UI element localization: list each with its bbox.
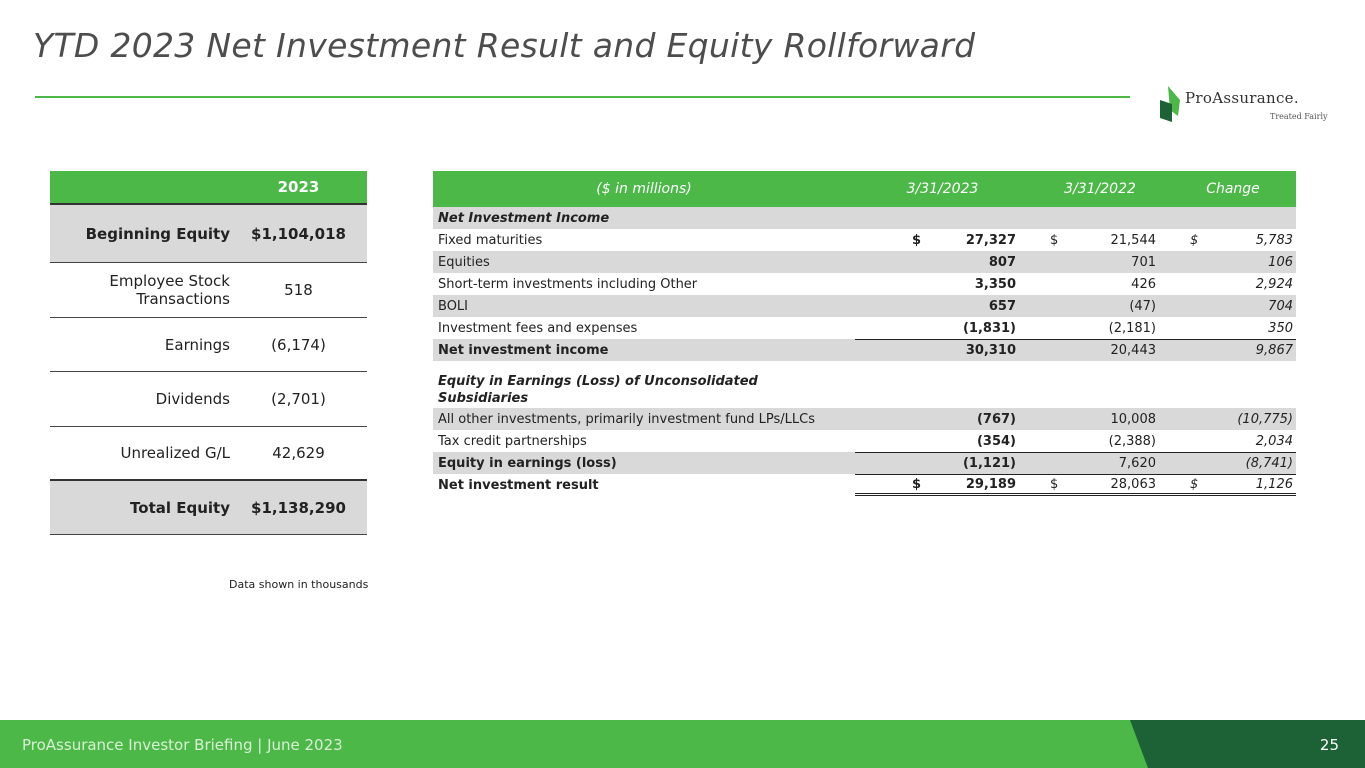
value: 807	[988, 254, 1016, 270]
logo-tagline: Treated Fairly	[1270, 112, 1328, 121]
row-label: Investment fees and expenses	[438, 320, 638, 336]
table-row	[433, 430, 1296, 452]
value-cell	[855, 251, 1030, 273]
dollar-sign: $	[912, 476, 922, 492]
page-title: YTD 2023 Net Investment Result and Equity Rollforward	[33, 26, 976, 65]
row-label: Earnings	[164, 335, 230, 354]
value-cell	[855, 408, 1030, 430]
title-divider	[35, 96, 1130, 98]
section-label: Equity in Earnings (Loss) of Unconsolidated Subsidiaries	[438, 374, 758, 406]
value-cell	[1170, 339, 1296, 361]
table-row	[433, 229, 1296, 251]
row-label: Beginning Equity	[85, 224, 230, 243]
table-row	[50, 263, 367, 318]
row-label: All other investments, primarily investment fund LPs/LLCs	[438, 411, 816, 427]
value-cell	[855, 317, 1030, 339]
table-row	[433, 452, 1296, 474]
value-cell	[1030, 317, 1170, 339]
value: 3,350	[974, 276, 1016, 292]
value-cell	[1170, 408, 1296, 430]
footer-text: ProAssurance Investor Briefing | June 2023	[22, 736, 343, 754]
value: 2,924	[1255, 276, 1293, 292]
row-value: $1,138,290	[251, 498, 346, 517]
value-cell	[1030, 408, 1170, 430]
value: 21,544	[1110, 232, 1156, 248]
value: (354)	[976, 433, 1016, 449]
units-header: ($ in millions)	[596, 181, 692, 197]
row-label: Dividends	[155, 390, 230, 408]
row-label: Unrealized G/L	[120, 444, 230, 462]
page-number: 25	[1319, 736, 1339, 754]
dollar-sign: $	[1050, 232, 1059, 248]
value-cell	[855, 452, 1030, 474]
value: 28,063	[1110, 476, 1156, 492]
value: 1,126	[1255, 476, 1293, 492]
value-cell	[1030, 229, 1170, 251]
value: 701	[1131, 254, 1156, 270]
rollforward-header	[50, 171, 367, 205]
row-value: 518	[284, 281, 313, 299]
row-value: 42,629	[272, 444, 325, 462]
row-label: Employee Stock Transactions	[109, 272, 230, 308]
row-label: Equities	[438, 254, 490, 270]
row-value: (2,701)	[271, 390, 326, 408]
logo-name: ProAssurance.	[1185, 89, 1299, 107]
table-row	[433, 408, 1296, 430]
value: (1,121)	[962, 456, 1016, 471]
value-cell	[1170, 251, 1296, 273]
col-2022-header: 3/31/2022	[1064, 181, 1136, 197]
table-row	[50, 318, 367, 372]
value: 657	[988, 298, 1016, 314]
value-cell	[1030, 273, 1170, 295]
dollar-sign: $	[912, 232, 922, 248]
table-row	[433, 251, 1296, 273]
value-cell	[1170, 295, 1296, 317]
value: 30,310	[965, 343, 1016, 358]
row-label: Net investment result	[438, 477, 599, 493]
col-change-header: Change	[1206, 181, 1260, 197]
row-label: Fixed maturities	[438, 232, 543, 248]
value: 27,327	[965, 232, 1016, 248]
value: (47)	[1129, 298, 1156, 314]
row-label: Total Equity	[130, 498, 230, 517]
value: (8,741)	[1245, 456, 1293, 471]
value-cell	[855, 339, 1030, 361]
section-header	[433, 371, 1296, 408]
value-cell	[855, 474, 1030, 496]
value: 704	[1268, 298, 1293, 314]
section-label: Net Investment Income	[438, 210, 610, 226]
value: (767)	[976, 411, 1016, 427]
table-row	[433, 474, 1296, 496]
row-value: $1,104,018	[251, 224, 346, 243]
value-cell	[1030, 474, 1170, 496]
footer	[0, 720, 1365, 768]
value: 29,189	[965, 476, 1016, 492]
net-investment-table	[433, 171, 1296, 496]
table-row	[433, 317, 1296, 339]
value-cell	[855, 229, 1030, 251]
value: 7,620	[1118, 456, 1156, 471]
table-row	[50, 481, 367, 535]
value: 5,783	[1255, 232, 1293, 248]
value: (2,181)	[1108, 320, 1156, 336]
section-header	[433, 207, 1296, 229]
row-label: Short-term investments including Other	[438, 276, 698, 292]
value: (10,775)	[1237, 411, 1293, 427]
row-value: (6,174)	[271, 335, 326, 354]
row-label: BOLI	[438, 298, 468, 314]
value-cell	[1030, 430, 1170, 452]
value-cell	[1030, 295, 1170, 317]
row-label: Equity in earnings (loss)	[438, 455, 617, 471]
proassurance-logo	[1158, 84, 1338, 126]
value-cell	[855, 273, 1030, 295]
value-cell	[1030, 339, 1170, 361]
units-note: Data shown in thousands	[229, 578, 369, 591]
value-cell	[855, 295, 1030, 317]
value: 9,867	[1255, 343, 1293, 358]
value: 2,034	[1255, 433, 1293, 449]
logo-leaf-icon	[1158, 86, 1182, 122]
value-cell	[855, 430, 1030, 452]
equity-rollforward-table	[50, 171, 367, 535]
table-row	[433, 295, 1296, 317]
table-row	[50, 205, 367, 263]
table-row	[50, 372, 367, 427]
value-cell	[1170, 317, 1296, 339]
table-row	[433, 339, 1296, 361]
value-cell	[1170, 229, 1296, 251]
value: (1,831)	[962, 320, 1016, 336]
table-header	[433, 171, 1296, 207]
row-label: Net investment income	[438, 342, 609, 358]
value-cell	[1170, 430, 1296, 452]
dollar-sign: $	[1050, 476, 1059, 492]
value: 350	[1268, 320, 1293, 336]
value: 426	[1131, 276, 1156, 292]
col-2023-header: 3/31/2023	[906, 181, 979, 197]
dollar-sign: $	[1190, 476, 1199, 492]
value-cell	[1170, 474, 1296, 496]
value: 10,008	[1110, 411, 1156, 427]
dollar-sign: $	[1190, 232, 1199, 248]
value-cell	[1030, 452, 1170, 474]
value: 106	[1268, 254, 1293, 270]
table-row	[433, 273, 1296, 295]
row-label: Tax credit partnerships	[438, 433, 587, 449]
value: 20,443	[1110, 343, 1156, 358]
value-cell	[1170, 273, 1296, 295]
table-row	[50, 427, 367, 481]
value: (2,388)	[1108, 433, 1156, 449]
value-cell	[1030, 251, 1170, 273]
year-header: 2023	[277, 178, 320, 196]
value-cell	[1170, 452, 1296, 474]
